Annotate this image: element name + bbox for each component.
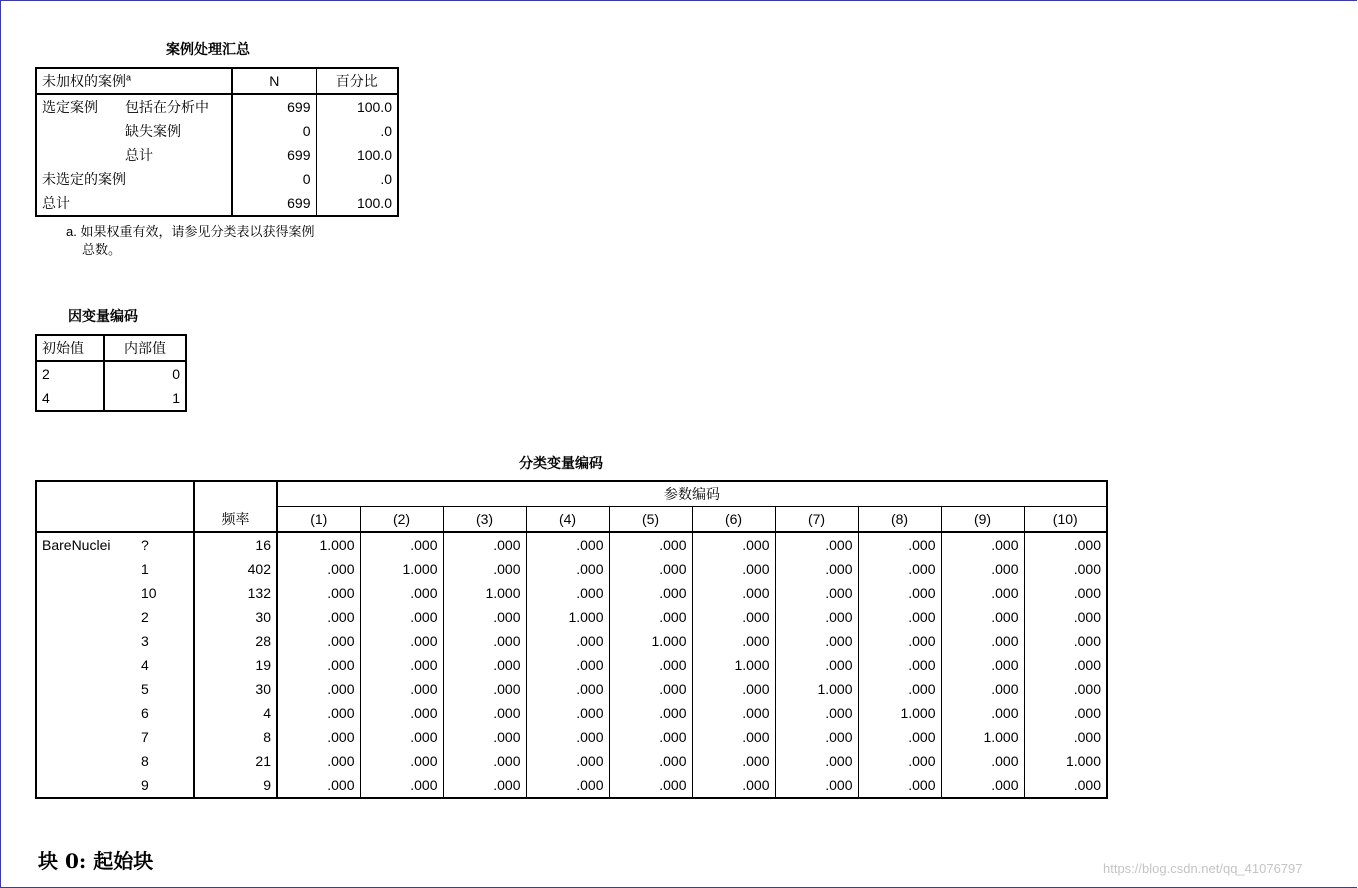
- coding-value: .000: [941, 605, 1024, 629]
- param-col-header: (3): [443, 507, 526, 533]
- coding-value: .000: [526, 532, 609, 557]
- category-label: 9: [136, 773, 194, 798]
- coding-value: .000: [443, 677, 526, 701]
- table-row: [36, 773, 1107, 798]
- case-summary-header-pct: 百分比: [316, 68, 398, 94]
- coding-value: .000: [360, 749, 443, 773]
- coding-value: .000: [277, 629, 360, 653]
- coding-value: 1.000: [1065, 753, 1101, 769]
- coding-value: .000: [1073, 609, 1101, 625]
- coding-value: .000: [775, 581, 858, 605]
- coding-value: .000: [360, 701, 443, 725]
- coding-value: .000: [443, 532, 526, 557]
- case-summary-header-cases: 未加权的案例$^a$: [36, 68, 232, 94]
- coding-value: .000: [692, 557, 775, 581]
- coding-value: .000: [526, 557, 609, 581]
- category-label: 4: [136, 653, 194, 677]
- coding-value: .000: [526, 725, 609, 749]
- watermark: https://blog.csdn.net/qq_41076797: [1103, 861, 1303, 876]
- variable-name: BareNuclei: [42, 537, 111, 553]
- table-row: 2 0: [36, 361, 186, 386]
- dep-coding-table: [35, 334, 187, 412]
- coding-value: .000: [277, 701, 360, 725]
- table-row: 未选定的案例 0 .0: [36, 167, 398, 191]
- coding-value: .000: [609, 653, 692, 677]
- coding-value: .000: [775, 653, 858, 677]
- coding-value: .000: [775, 557, 858, 581]
- variable-name-empty: [36, 677, 136, 701]
- coding-value: 1.000: [609, 629, 692, 653]
- coding-value: .000: [360, 629, 443, 653]
- coding-value: 1.000: [775, 677, 858, 701]
- coding-value: .000: [775, 701, 858, 725]
- coding-value: .000: [775, 773, 858, 798]
- table-row: 总计 699 100.0: [36, 143, 398, 167]
- coding-value: .000: [692, 532, 775, 557]
- frequency-value: 9: [194, 773, 277, 798]
- coding-value: 1.000: [277, 532, 360, 557]
- table-row: 4 1: [36, 386, 186, 411]
- dep-coding-header-original: 初始值: [36, 335, 104, 361]
- category-label: 5: [136, 677, 194, 701]
- frequency-value: 4: [194, 701, 277, 725]
- category-label: 6: [136, 701, 194, 725]
- dep-coding-title: 因变量编码: [68, 309, 138, 325]
- coding-value: 1.000: [858, 701, 941, 725]
- coding-value: .000: [941, 773, 1024, 798]
- coding-value: .000: [526, 749, 609, 773]
- coding-value: .000: [609, 605, 692, 629]
- coding-value: .000: [443, 557, 526, 581]
- coding-value: .000: [858, 557, 941, 581]
- coding-value: .000: [858, 629, 941, 653]
- frequency-value: 19: [194, 653, 277, 677]
- param-col-header: (9): [941, 507, 1024, 533]
- coding-value: .000: [858, 605, 941, 629]
- cat-coding-freq-header: 频率: [194, 481, 277, 532]
- table-row: [36, 701, 1107, 725]
- coding-value: .000: [443, 629, 526, 653]
- category-label: ?: [136, 532, 194, 557]
- coding-value: .000: [443, 653, 526, 677]
- coding-value: .000: [277, 605, 360, 629]
- coding-value: .000: [277, 581, 360, 605]
- table-row: 选定案例 包括在分析中 699 100.0: [36, 94, 398, 119]
- coding-value: 1.000: [526, 605, 609, 629]
- coding-value: .000: [609, 557, 692, 581]
- category-label: 1: [136, 557, 194, 581]
- dep-coding-header-internal: 内部值: [104, 335, 186, 361]
- coding-value: .000: [775, 605, 858, 629]
- coding-value: .000: [360, 605, 443, 629]
- coding-value: .000: [360, 581, 443, 605]
- coding-value: .000: [692, 749, 775, 773]
- param-col-header: (6): [692, 507, 775, 533]
- coding-value: .000: [858, 725, 941, 749]
- coding-value: .000: [609, 701, 692, 725]
- case-summary-footnote: a. 如果权重有效，请参见分类表以获得案例 总数。: [66, 224, 315, 257]
- coding-value: .000: [526, 773, 609, 798]
- table-row: [36, 629, 1107, 653]
- variable-name-empty: [36, 773, 136, 798]
- coding-value: .000: [941, 629, 1024, 653]
- coding-value: .000: [858, 677, 941, 701]
- coding-value: .000: [941, 749, 1024, 773]
- coding-value: .000: [609, 773, 692, 798]
- coding-value: .000: [692, 773, 775, 798]
- coding-value: .000: [941, 557, 1024, 581]
- coding-value: .000: [1073, 657, 1101, 673]
- coding-value: .000: [941, 701, 1024, 725]
- coding-value: .000: [775, 629, 858, 653]
- cat-coding-title: 分类变量编码: [519, 456, 603, 472]
- coding-value: .000: [277, 725, 360, 749]
- variable-name-empty: [36, 557, 136, 581]
- coding-value: .000: [941, 532, 1024, 557]
- coding-value: .000: [692, 677, 775, 701]
- case-summary-table: [35, 67, 399, 217]
- frequency-value: 16: [194, 532, 277, 557]
- coding-value: .000: [526, 677, 609, 701]
- table-row: [36, 532, 1107, 557]
- coding-value: .000: [609, 749, 692, 773]
- coding-value: .000: [360, 677, 443, 701]
- cat-coding-param-header: 参数编码: [277, 481, 1107, 507]
- table-row: [36, 653, 1107, 677]
- coding-value: .000: [941, 653, 1024, 677]
- coding-value: .000: [609, 677, 692, 701]
- frequency-value: 132: [194, 581, 277, 605]
- coding-value: .000: [526, 701, 609, 725]
- frequency-value: 28: [194, 629, 277, 653]
- cat-coding-corner: [36, 481, 194, 532]
- frequency-value: 402: [194, 557, 277, 581]
- table-row: [36, 557, 1107, 581]
- param-col-header: (5): [609, 507, 692, 533]
- coding-value: .000: [692, 629, 775, 653]
- frequency-value: 30: [194, 677, 277, 701]
- coding-value: .000: [692, 605, 775, 629]
- coding-value: .000: [858, 581, 941, 605]
- coding-value: .000: [277, 773, 360, 798]
- case-summary-title: 案例处理汇总: [166, 42, 250, 58]
- coding-value: .000: [692, 725, 775, 749]
- param-col-header: (1): [277, 507, 360, 533]
- coding-value: 1.000: [692, 653, 775, 677]
- coding-value: .000: [277, 749, 360, 773]
- coding-value: 1.000: [941, 725, 1024, 749]
- coding-value: .000: [526, 629, 609, 653]
- coding-value: .000: [1073, 633, 1101, 649]
- frequency-value: 8: [194, 725, 277, 749]
- coding-value: .000: [1073, 729, 1101, 745]
- param-col-header: (4): [526, 507, 609, 533]
- variable-name-empty: [36, 605, 136, 629]
- coding-value: .000: [360, 725, 443, 749]
- variable-name-empty: [36, 701, 136, 725]
- table-row: [36, 581, 1107, 605]
- frequency-value: 30: [194, 605, 277, 629]
- table-row: [36, 605, 1107, 629]
- coding-value: .000: [941, 677, 1024, 701]
- coding-value: .000: [1073, 585, 1101, 601]
- coding-value: .000: [526, 653, 609, 677]
- table-row: [36, 677, 1107, 701]
- variable-name-empty: [36, 653, 136, 677]
- variable-name-empty: [36, 581, 136, 605]
- category-label: 2: [136, 605, 194, 629]
- coding-value: .000: [1073, 537, 1101, 553]
- coding-value: .000: [609, 725, 692, 749]
- param-col-header: (8): [858, 507, 941, 533]
- coding-value: .000: [443, 749, 526, 773]
- coding-value: .000: [277, 677, 360, 701]
- coding-value: .000: [443, 605, 526, 629]
- coding-value: .000: [858, 532, 941, 557]
- coding-value: .000: [277, 557, 360, 581]
- coding-value: .000: [775, 749, 858, 773]
- table-row: [36, 725, 1107, 749]
- param-col-header: (10): [1024, 507, 1107, 533]
- block-title: 块 0: 起始块: [38, 849, 154, 873]
- coding-value: .000: [609, 532, 692, 557]
- coding-value: .000: [443, 725, 526, 749]
- coding-value: .000: [692, 701, 775, 725]
- param-col-header: (7): [775, 507, 858, 533]
- coding-value: .000: [360, 532, 443, 557]
- coding-value: .000: [775, 725, 858, 749]
- coding-value: .000: [1073, 777, 1101, 793]
- category-label: 3: [136, 629, 194, 653]
- coding-value: .000: [941, 581, 1024, 605]
- coding-value: .000: [1073, 705, 1101, 721]
- coding-value: .000: [360, 773, 443, 798]
- frequency-value: 21: [194, 749, 277, 773]
- variable-name-empty: [36, 725, 136, 749]
- param-col-header: (2): [360, 507, 443, 533]
- case-summary-header-n: N: [232, 68, 316, 94]
- table-row: [36, 749, 1107, 773]
- cat-coding-table: [35, 480, 1108, 799]
- coding-value: 1.000: [443, 581, 526, 605]
- coding-value: 1.000: [360, 557, 443, 581]
- coding-value: .000: [858, 653, 941, 677]
- coding-value: .000: [1073, 681, 1101, 697]
- coding-value: .000: [692, 581, 775, 605]
- coding-value: .000: [443, 773, 526, 798]
- variable-name-empty: [36, 749, 136, 773]
- coding-value: .000: [526, 581, 609, 605]
- coding-value: .000: [360, 653, 443, 677]
- variable-name-empty: [36, 629, 136, 653]
- category-label: 8: [136, 749, 194, 773]
- table-row: 缺失案例 0 .0: [36, 119, 398, 143]
- category-label: 10: [136, 581, 194, 605]
- table-row: 总计 699 100.0: [36, 191, 398, 216]
- coding-value: .000: [443, 701, 526, 725]
- coding-value: .000: [277, 653, 360, 677]
- coding-value: .000: [858, 773, 941, 798]
- category-label: 7: [136, 725, 194, 749]
- coding-value: .000: [1073, 561, 1101, 577]
- coding-value: .000: [609, 581, 692, 605]
- coding-value: .000: [775, 532, 858, 557]
- coding-value: .000: [858, 749, 941, 773]
